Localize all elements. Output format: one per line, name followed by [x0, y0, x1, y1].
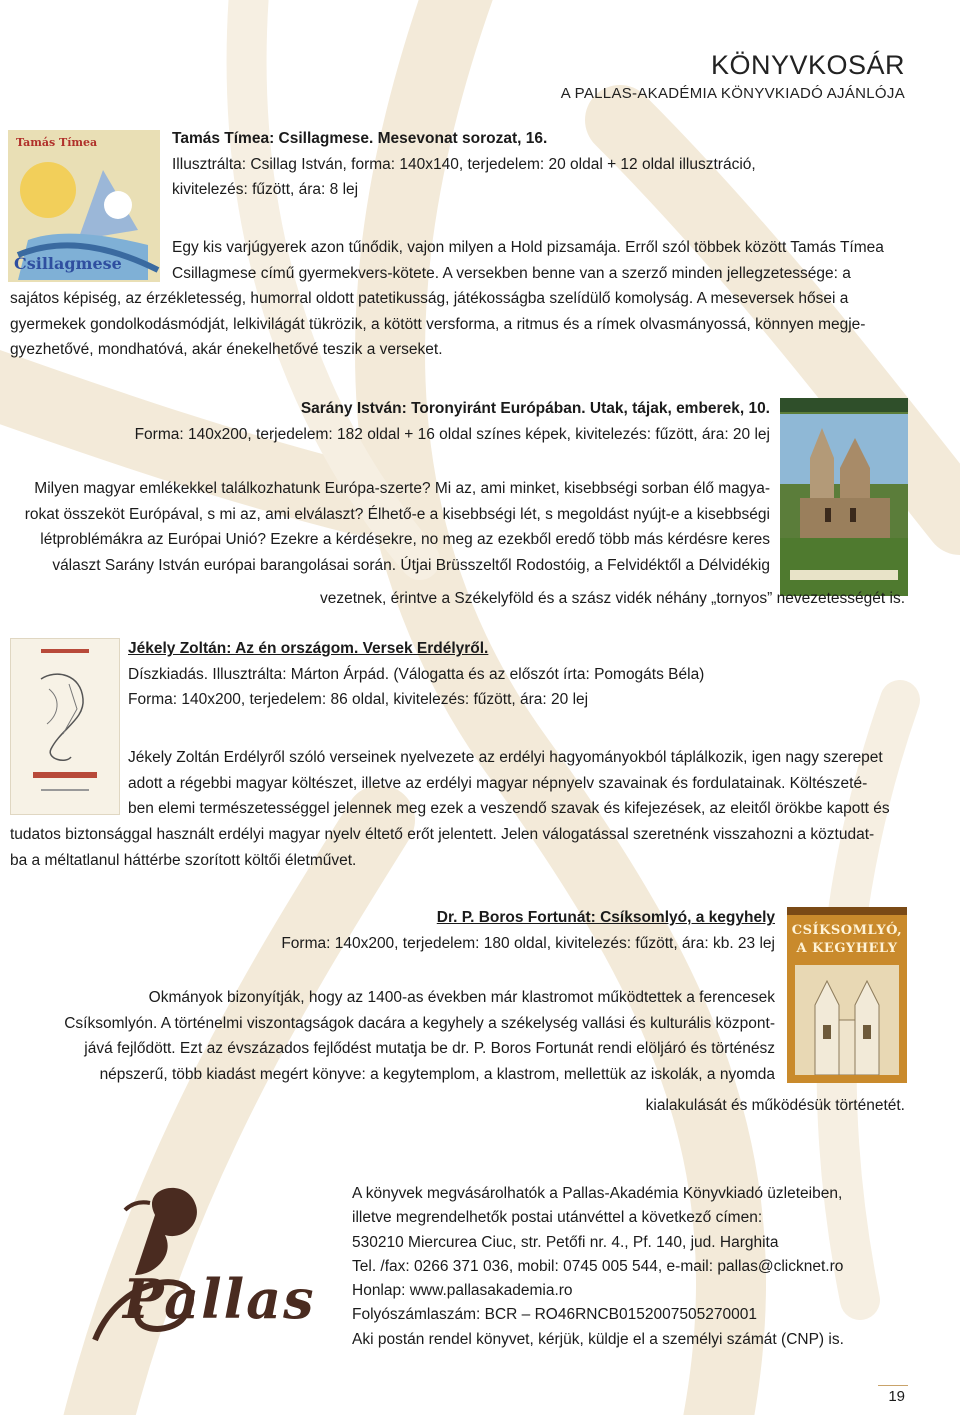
description-line: ba a méltatlanul háttérbe szorított költői életművet. — [10, 851, 357, 869]
description-line: Okmányok bizonyítják, hogy az 1400-as években már klastromot működtettek a ferencesek — [148, 989, 775, 1006]
description-line: sajátos képiség, az érzékletesség, humorral oldott patetikusság, játékosságba szelídülő komolyság. A meseversek hősei a — [10, 290, 849, 307]
pallas-logo — [65, 1175, 325, 1345]
cover-title-line: A KEGYHELY — [796, 941, 898, 956]
book-cover-csiksomlyo — [787, 907, 907, 1083]
contact-line: Aki postán rendel könyvet, kérjük, küldje el a személyi számát (CNP) is. — [352, 1330, 844, 1348]
book-details: Díszkiadás. Illusztrálta: Márton Árpád. (Válogatta és az előszót írta: Pomogáts Béla) — [128, 665, 705, 683]
contact-line: illetve megrendelhetők postai utánvéttel a következő címen: — [352, 1209, 763, 1227]
description-line: létproblémákra az Európai Unió? Ezekre a kérdésekre, no meg az ezekből eredő több más kérdésre keres — [40, 531, 770, 549]
book-title-csiksomlyo: Dr. P. Boros Fortunát: Csíksomlyó, a kegyhely — [436, 909, 775, 926]
book-title-csillagmese: Tamás Tímea: Csillagmese. Mesevonat sorozat, 16. — [172, 130, 548, 147]
book-details: Forma: 140x200, terjedelem: 180 oldal, kivitelezés: fűzött, ára: kb. 23 lej — [281, 934, 775, 952]
description-line: gyezhetővé, mondhatóvá, akár énekelhetővé teszik a verseket. — [10, 341, 443, 359]
contact-address: 530210 Miercurea Ciuc, str. Petőfi nr. 4., Pf. 140, jud. Harghita — [352, 1233, 779, 1251]
section-title: KÖNYVKOSÁR — [710, 50, 905, 80]
description-line: kialakulását és működésük történetét. — [645, 1097, 905, 1114]
book-cover-az-en-orszagom — [10, 638, 120, 815]
description-line: Milyen magyar emlékekkel találkozhatunk Európa-szerte? Mi az, ami minket, kisebbségi sorban élő magya- — [34, 480, 770, 497]
book-title-az-en-orszagom: Jékely Zoltán: Az én országom. Versek Erdélyről. — [128, 640, 489, 657]
description-line: gyermekek gondolkodásmódját, lelkivilágát tükrözik, a kötött versforma, a ritmus és a rímek olvasmányossá, könnyen megje- — [10, 315, 866, 333]
page-number: 19 — [888, 1388, 905, 1405]
description-line: Csíksomlyón. A történelmi viszontagságok dacára a kegyhely a székelység vallási és kulturális központ- — [64, 1014, 775, 1032]
description-line: Egy kis varjúgyerek azon tűnődik, vajon milyen a Hold pizsamája. Erről szól többek között Tamás Tímea — [172, 239, 884, 256]
description-line: Csillagmese című gyermekvers-kötete. A versekben benne van a szerző minden jellegzetessége: a — [172, 264, 851, 282]
contact-block — [352, 1182, 952, 1352]
description-line: tudatos biztonsággal használt erdélyi magyar nyelv éltető erőt jelentett. Jelen válogatással szeretnénk visszahozni a köztudat- — [10, 826, 875, 843]
book-cover-toronyirant — [780, 398, 908, 596]
description-line: rokat összeköt Európával, s mi az, ami elválaszt? Élhető-e a kisebbségi lét, s megoldást nyújt-e a kisebbségi — [24, 505, 770, 523]
description-line: vezetnek, érintve a Székelyföld és a szász vidék néhány „tornyos” nevezetességét is. — [320, 590, 905, 607]
cover-author: Tamás Tímea — [16, 136, 98, 149]
logo-text: Pallas — [123, 1267, 316, 1331]
page-number-rule — [878, 1385, 908, 1386]
book-details: Forma: 140x200, terjedelem: 182 oldal + 16 oldal színes képek, kivitelezés: fűzött, ára: 20 lej — [134, 425, 770, 443]
section-subtitle: A PALLAS-AKADÉMIA KÖNYVKIADÓ AJÁNLÓJA — [560, 85, 905, 102]
contact-phone-email: Tel. /fax: 0266 371 036, mobil: 0745 005 544, e-mail: pallas@clicknet.ro — [352, 1257, 844, 1275]
contact-website: Honlap: www.pallasakademia.ro — [352, 1282, 573, 1300]
description-line: ben elemi természetességgel jelennek meg ezek a veszendő szavak és kifejezések, az eleitől örökbe kapott és — [128, 800, 890, 818]
description-line: adott a régebbi magyar költészet, illetve az erdélyi magyar népnyelv szavainak és fordulatainak. Költészeté- — [128, 774, 868, 792]
description-line: jává fejlődött. Ezt az évszázados fejlődést mutatja be dr. P. Boros Fortunát rendi elöljáró és történész — [84, 1040, 775, 1058]
description-line: népszerű, több kiadást megért könyve: a kegytemplom, a klastrom, mellettük az iskolák, a nyomda — [99, 1065, 775, 1083]
book-details: kivitelezés: fűzött, ára: 8 lej — [172, 181, 359, 199]
cover-title-line: CSÍKSOMLYÓ, — [791, 923, 903, 938]
book-details: Illusztrálta: Csillag István, forma: 140x140, terjedelem: 20 oldal + 12 oldal illusztráció, — [172, 155, 756, 173]
book-details: Forma: 140x200, terjedelem: 86 oldal, kivitelezés: fűzött, ára: 20 lej — [128, 691, 589, 709]
description-line: választ Sarány István európai barangolásai során. Útjai Brüsszeltől Rodostóig, a Felvidéktől a Délvidékig — [52, 556, 770, 574]
description-line: Jékely Zoltán Erdélyről szóló verseinek nyelvezete az erdélyi hagyományokból táplálkozik, igen nagy szerepet — [128, 749, 883, 766]
cover-title: Csillagmese — [14, 254, 122, 273]
contact-bank-account: Folyószámlaszám: BCR – RO46RNCB0152007505270001 — [352, 1306, 757, 1324]
contact-line: A könyvek megvásárolhatók a Pallas-Akadémia Könyvkiadó üzleteiben, — [352, 1185, 843, 1202]
book-cover-csillagmese — [8, 130, 160, 282]
book-title-toronyirant: Sarány István: Toronyiránt Európában. Utak, tájak, emberek, 10. — [300, 400, 770, 417]
